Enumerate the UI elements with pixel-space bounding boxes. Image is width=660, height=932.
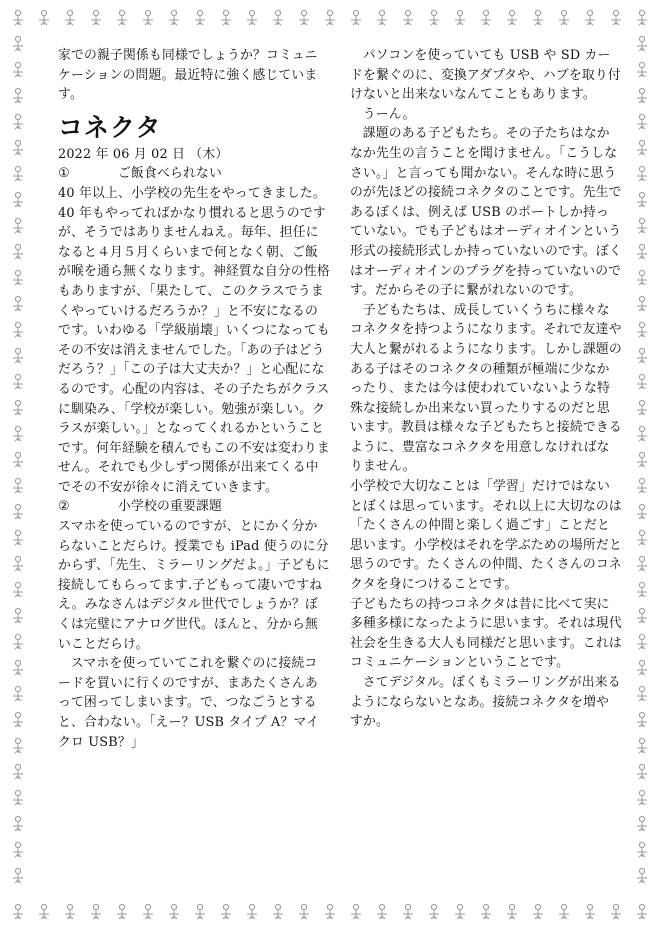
border-ornament	[637, 426, 647, 441]
border-ornament	[13, 10, 23, 25]
border-ornament	[377, 10, 387, 25]
border-ornament	[637, 62, 647, 77]
right-paragraph-5: 小学校で大切なことは「学習」だけではないとぼくは思っています。それ以上に大切なのは「たくさんの仲間と楽しく過ごす」ことだと思います。小学校はそれを学ぶための場所だと思うのです。たくさんの仲間、たくさんのコネクタを身につけることです。	[350, 479, 622, 593]
border-ornament	[169, 904, 179, 919]
right-paragraph-1: パソコンを使っていても USB や SD カードを繋ぐのに、変換アダプタや、ハブを取り付けないと出来ないなんてこともあります。	[350, 48, 621, 103]
border-ornament	[13, 660, 23, 675]
border-ornament	[117, 10, 127, 25]
border-ornament	[481, 904, 491, 919]
border-ornament	[13, 166, 23, 181]
border-ornament	[13, 868, 23, 883]
border-ornament	[637, 322, 647, 337]
border-ornament	[13, 790, 23, 805]
border-ornament	[325, 10, 335, 25]
border-ornament	[611, 10, 621, 25]
border-ornament	[637, 816, 647, 831]
border-ornament	[637, 270, 647, 285]
border-ornament	[247, 10, 257, 25]
border-ornament	[637, 660, 647, 675]
border-ornament	[247, 904, 257, 919]
border-ornament	[637, 504, 647, 519]
section2-number: ②	[58, 499, 70, 515]
border-ornament	[13, 296, 23, 311]
border-ornament	[403, 10, 413, 25]
article-date: 2022 年 06 月 02 日 （木）	[58, 146, 229, 162]
border-ornament	[585, 10, 595, 25]
border-ornament	[507, 904, 517, 919]
border-ornament	[377, 904, 387, 919]
border-ornament	[637, 712, 647, 727]
border-ornament	[13, 712, 23, 727]
border-ornament	[13, 36, 23, 51]
border-ornament	[637, 904, 647, 919]
border-ornament	[117, 904, 127, 919]
border-ornament	[637, 296, 647, 311]
border-ornament	[13, 764, 23, 779]
section1-heading	[58, 164, 330, 184]
border-ornament	[13, 904, 23, 919]
border-ornament	[637, 36, 647, 51]
border-ornament	[273, 10, 283, 25]
border-ornament	[637, 10, 647, 25]
border-ornament	[65, 10, 75, 25]
border-ornament	[13, 426, 23, 441]
border-ornament	[13, 140, 23, 155]
border-ornament	[195, 904, 205, 919]
right-column	[350, 46, 622, 732]
border-ornament	[299, 904, 309, 919]
border-ornament	[221, 10, 231, 25]
border-ornament	[91, 10, 101, 25]
border-ornament	[221, 904, 231, 919]
border-ornament	[13, 634, 23, 649]
border-ornament	[455, 10, 465, 25]
border-ornament	[637, 192, 647, 207]
left-column	[58, 46, 330, 752]
border-ornament	[429, 10, 439, 25]
border-ornament	[13, 218, 23, 233]
newsletter-page	[58, 46, 622, 892]
border-ornament	[13, 504, 23, 519]
border-ornament	[143, 10, 153, 25]
border-ornament	[559, 10, 569, 25]
right-paragraph-3: 課題のある子どもたち。その子たちはなかなか先生の言うことを聞けません。「こうしなさい。」と言っても聞かない。そんな時に思うのが先ほどの接続コネクタのことです。先生であるぼくは、例えば USB のポートしか持っていない。でも子どもはオーディオインという形式の接続形式しか持っていないのです。ぼくはオーディオインのプラグを持っていないのです。だからその子に繋がれないのです。	[350, 126, 622, 299]
border-ornament	[13, 530, 23, 545]
border-ornament	[13, 738, 23, 753]
border-ornament	[13, 88, 23, 103]
border-ornament	[533, 904, 543, 919]
border-ornament	[637, 790, 647, 805]
border-ornament	[611, 904, 621, 919]
border-ornament	[637, 114, 647, 129]
border-ornament	[39, 904, 49, 919]
section2-paragraph-1: スマホを使っているのですが、とにかく分からないことだらけ。授業でも iPad 使うのに分からず、「先生、ミラーリングだよ。」子どもに接続してもらってます.子どもって凄いですねえ。みなさんはデジタル世代でしょうか？ぼくは完璧にアナログ世代。ほんと、分から無いことだらけ。	[58, 519, 330, 652]
section2-title: 小学校の重要課題	[118, 499, 222, 515]
section1-title: ご飯食べられない	[118, 166, 222, 182]
border-ornament	[169, 10, 179, 25]
border-ornament	[13, 192, 23, 207]
border-ornament	[13, 478, 23, 493]
border-ornament	[13, 322, 23, 337]
border-ornament	[13, 244, 23, 259]
border-ornament	[13, 400, 23, 415]
border-ornament	[637, 244, 647, 259]
border-ornament	[637, 374, 647, 389]
border-ornament	[39, 10, 49, 25]
border-ornament	[637, 452, 647, 467]
border-ornament	[299, 10, 309, 25]
border-ornament	[13, 556, 23, 571]
border-ornament	[637, 478, 647, 493]
border-ornament	[13, 582, 23, 597]
border-ornament	[637, 530, 647, 545]
border-ornament	[195, 10, 205, 25]
border-ornament	[637, 348, 647, 363]
border-ornament	[325, 904, 335, 919]
border-ornament	[637, 556, 647, 571]
border-ornament	[637, 88, 647, 103]
border-ornament	[13, 374, 23, 389]
right-paragraph-7: さてデジタル。ぼくもミラーリングが出来るようにならないとなあ。接続コネクタを増やすか。	[350, 675, 621, 730]
border-ornament	[13, 842, 23, 857]
border-ornament	[403, 904, 413, 919]
border-ornament	[533, 10, 543, 25]
right-paragraph-6: 子どもたちの持つコネクタは昔に比べて実に多種多様になったように思います。それは現代社会を生きる大人も同様だと思います。これはコミュニケーションということです。	[350, 596, 622, 671]
border-ornament	[637, 582, 647, 597]
intro-text: 家での親子関係も同様でしょうか？コミュニケーションの問題。最近特に強く感じています。	[58, 48, 318, 103]
border-ornament	[429, 904, 439, 919]
border-ornament	[637, 738, 647, 753]
border-ornament	[13, 270, 23, 285]
border-ornament	[13, 686, 23, 701]
border-ornament	[455, 904, 465, 919]
border-ornament	[637, 400, 647, 415]
article-title: コネクタ	[58, 112, 162, 142]
border-ornament	[637, 686, 647, 701]
border-ornament	[481, 10, 491, 25]
border-ornament	[559, 904, 569, 919]
border-ornament	[637, 868, 647, 883]
border-ornament	[13, 348, 23, 363]
section1-number: ①	[58, 166, 70, 182]
border-ornament	[13, 816, 23, 831]
border-ornament	[13, 62, 23, 77]
border-ornament	[637, 218, 647, 233]
border-ornament	[273, 904, 283, 919]
border-ornament	[585, 904, 595, 919]
border-ornament	[13, 452, 23, 467]
border-ornament	[351, 904, 361, 919]
border-ornament	[637, 140, 647, 155]
border-ornament	[637, 634, 647, 649]
border-ornament	[637, 608, 647, 623]
border-ornament	[143, 904, 153, 919]
border-ornament	[351, 10, 361, 25]
section2-paragraph-2: スマホを使っていてこれを繋ぐのに接続コードを買いに行くのですが、まあたくさんあって困ってしまいます。で、つなごうとすると、合わない。「えー？USB タイプ A？マイクロ USB？」	[58, 656, 320, 750]
border-ornament	[637, 764, 647, 779]
section2-heading	[58, 497, 330, 517]
border-ornament	[13, 114, 23, 129]
section1-paragraph: 40 年以上、小学校の先生をやってきました。40 年もやってればかなり慣れると思うのですが、そうではありませんねえ。毎年、担任になると４月５月くらいまで何となく朝、ご飯が喉を通ら無くなります。神経質な自分の性格もありますが、「果たして、このクラスでうまくやっていけるだろうか？」と不安になるのです。いわゆる「学級崩壊」いくつになってもその不安は消えませんでした。「あの子はどうだろう？」「この子は大丈夫か？」と心配になるのです。心配の内容は、その子たちがクラスに馴染み、「学校が楽しい。勉強が楽しい。クラスが楽しい。」となってくれるかということです。何年経験を積んでもこの不安は変わりません。それでも少しずつ関係が出来てくる中でその不安が徐々に消えていきます。	[58, 185, 330, 495]
border-ornament	[507, 10, 517, 25]
right-paragraph-2: うーん。	[362, 106, 416, 122]
border-ornament	[13, 608, 23, 623]
right-paragraph-4: 子どもたちは、成長していくうちに様々なコネクタを持つようになります。それで友達や大人と繋がれるようになります。しかし課題のある子はそのコネクタの種類が極端に少なかったり、または今は使われていないような特殊な接続しか出来ない買ったりするのだと思います。教員は様々な子どもたちと接続できるように、豊富なコネクタを用意しなければなりません。	[350, 302, 622, 475]
border-ornament	[637, 842, 647, 857]
border-ornament	[65, 904, 75, 919]
border-ornament	[91, 904, 101, 919]
border-ornament	[637, 166, 647, 181]
